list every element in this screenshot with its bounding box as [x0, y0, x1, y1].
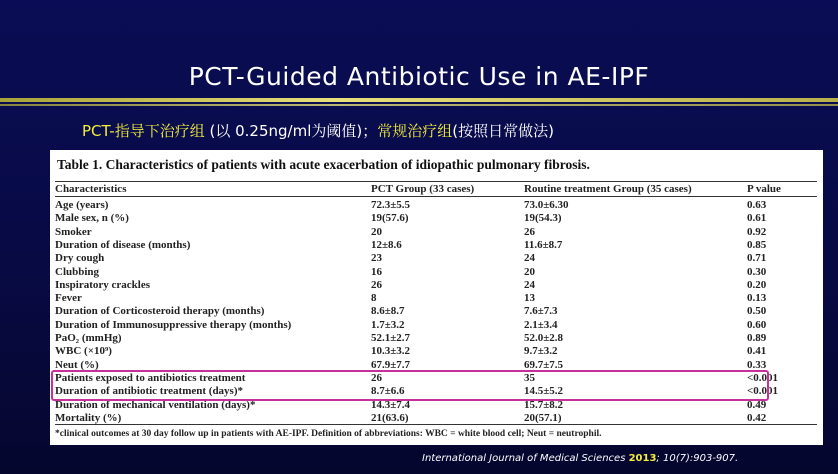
cell-p-value: 0.89: [747, 332, 767, 344]
table-row: [55, 279, 817, 292]
cell-pct-value: 26: [371, 371, 382, 384]
cell-characteristic: Duration of antibiotic treatment (days)*: [55, 385, 243, 398]
cell-pct-value: 21(63.6): [371, 411, 409, 424]
cell-pct-value: 72.3±5.5: [371, 199, 411, 211]
cell-p-value: <0.001: [747, 385, 779, 398]
cell-characteristic: Male sex, n (%): [55, 212, 129, 225]
cell-characteristic: Inspiratory crackles: [55, 278, 151, 291]
cell-characteristic: Smoker: [55, 225, 92, 238]
cell-pct-value: 10.3±3.2: [371, 345, 411, 358]
slide-title: PCT-Guided Antibiotic Use in AE-IPF: [188, 62, 650, 91]
table-row: [55, 319, 817, 332]
cell-pct-value: 14.3±7.4: [371, 398, 411, 411]
cell-pct-value: 52.1±2.7: [371, 332, 411, 344]
cell-pct-value: 20: [371, 225, 382, 238]
cell-p-value: 0.60: [747, 318, 767, 331]
table-row: [55, 345, 817, 358]
cell-pct-value: 16: [371, 265, 382, 278]
cell-characteristic: Mortality (%): [55, 411, 122, 424]
cell-routine-value: 69.7±7.5: [524, 358, 564, 371]
cell-p-value: 0.20: [747, 278, 767, 291]
antibiotic-rows-highlight: [51, 370, 769, 401]
cell-pct-value: 8.7±6.6: [371, 385, 405, 398]
subtitle-routine-note: (按照日常做法): [452, 122, 554, 140]
cell-pct-value: 23: [371, 252, 382, 265]
cell-p-value: 0.85: [747, 238, 767, 251]
cell-pct-value: 1.7±3.2: [371, 318, 405, 331]
table-footnote: *clinical outcomes at 30 day follow up in patients with AE-IPF. Definition of abbreviations: WBC = white blood cell; Neut = neutrophil.: [55, 429, 602, 439]
slide-subtitle: [82, 120, 554, 141]
citation-journal: International Journal of Medical Sciences: [422, 453, 629, 464]
table-row: [55, 199, 817, 212]
subtitle-routine-group: 常规治疗组: [377, 122, 453, 140]
cell-p-value: 0.63: [747, 199, 767, 211]
cell-characteristic: Duration of Immunosuppressive therapy (months): [55, 318, 292, 331]
table-top-rule: [55, 181, 817, 182]
cell-routine-value: 24: [524, 252, 535, 265]
cell-p-value: 0.50: [747, 305, 767, 318]
table-row: [55, 305, 817, 318]
cell-routine-value: 14.5±5.2: [524, 385, 564, 398]
cell-routine-value: 20(57.1): [524, 411, 562, 424]
cell-p-value: 0.41: [747, 345, 767, 358]
subtitle-pct-group: PCT-指导下治疗组: [82, 122, 205, 140]
cell-pct-value: 19(57.6): [371, 212, 409, 225]
table-bottom-rule: [55, 424, 817, 425]
cell-p-value: 0.71: [747, 252, 767, 265]
cell-pct-value: 12±8.6: [371, 238, 402, 251]
cell-routine-value: 7.6±7.3: [524, 305, 558, 318]
cell-routine-value: 2.1±3.4: [524, 318, 558, 331]
subtitle-threshold: (以 0.25ng/ml为阈值)；: [204, 122, 378, 140]
cell-characteristic: Age (years): [55, 199, 109, 211]
header-characteristics: Characteristics: [55, 183, 127, 195]
table-row: [55, 212, 817, 225]
cell-characteristic: WBC (×10⁹): [55, 345, 112, 358]
title-divider-thin: [0, 104, 838, 106]
title-divider: [0, 98, 838, 102]
cell-p-value: 0.33: [747, 358, 767, 371]
header-pct-group: PCT Group (33 cases): [371, 183, 475, 195]
cell-p-value: 0.92: [747, 225, 767, 238]
citation-year: 2013: [628, 453, 657, 464]
table-panel: [50, 150, 823, 445]
table-header-rule: [55, 196, 817, 197]
table-row: [55, 252, 817, 265]
citation: [422, 453, 738, 464]
header-routine-group: Routine treatment Group (35 cases): [524, 183, 692, 195]
cell-p-value: <0.001: [747, 371, 779, 384]
cell-routine-value: 35: [524, 371, 535, 384]
cell-characteristic: Duration of Corticosteroid therapy (months): [55, 305, 265, 318]
cell-routine-value: 52.0±2.8: [524, 332, 564, 344]
cell-characteristic: Duration of mechanical ventilation (days)*: [55, 398, 256, 411]
table-row: [55, 239, 817, 252]
cell-p-value: 0.42: [747, 411, 767, 424]
citation-reference: ; 10(7):903-907.: [656, 453, 739, 464]
cell-pct-value: 8: [371, 292, 377, 305]
table-row: [55, 266, 817, 279]
cell-characteristic: PaO₂ (mmHg): [55, 332, 122, 344]
cell-p-value: 0.61: [747, 212, 767, 225]
cell-pct-value: 26: [371, 278, 382, 291]
table-row: [55, 292, 817, 305]
cell-routine-value: 9.7±3.2: [524, 345, 558, 358]
cell-pct-value: 8.6±8.7: [371, 305, 405, 318]
table-header-row: [55, 183, 817, 196]
cell-characteristic: Clubbing: [55, 265, 100, 278]
header-p-value: P value: [747, 183, 781, 195]
cell-p-value: 0.30: [747, 265, 767, 278]
cell-routine-value: 73.0±6.30: [524, 199, 569, 211]
cell-routine-value: 24: [524, 278, 535, 291]
cell-characteristic: Neut (%): [55, 358, 99, 371]
cell-routine-value: 19(54.3): [524, 212, 562, 225]
cell-pct-value: 67.9±7.7: [371, 358, 411, 371]
table-row: [55, 226, 817, 239]
cell-characteristic: Duration of disease (months): [55, 238, 191, 251]
cell-routine-value: 20: [524, 265, 535, 278]
table-row: [55, 332, 817, 345]
cell-routine-value: 11.6±8.7: [524, 238, 563, 251]
cell-routine-value: 13: [524, 292, 535, 305]
cell-routine-value: 15.7±8.2: [524, 398, 564, 411]
cell-p-value: 0.49: [747, 398, 767, 411]
table-row: [55, 412, 817, 425]
cell-characteristic: Patients exposed to antibiotics treatment: [55, 371, 246, 384]
table-caption: Table 1. Characteristics of patients with acute exacerbation of idiopathic pulmonary fibrosis.: [57, 157, 590, 172]
cell-characteristic: Dry cough: [55, 252, 105, 265]
cell-p-value: 0.13: [747, 292, 767, 305]
cell-characteristic: Fever: [55, 292, 82, 305]
cell-routine-value: 26: [524, 225, 535, 238]
